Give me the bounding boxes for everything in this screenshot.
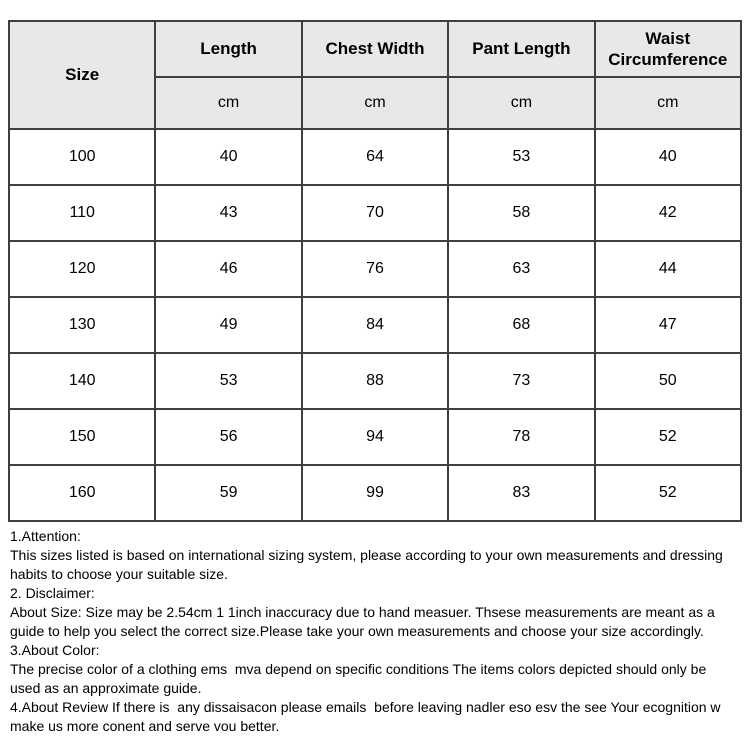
col-header-pant-length: Pant Length <box>448 21 594 77</box>
waist-cell: 52 <box>595 465 741 521</box>
chest-width-cell: 76 <box>302 241 448 297</box>
unit-cell-pant-length: cm <box>448 77 594 129</box>
size-cell: 120 <box>9 241 155 297</box>
length-cell: 46 <box>155 241 301 297</box>
pant-length-cell: 53 <box>448 129 594 185</box>
col-header-length: Length <box>155 21 301 77</box>
note-review-text: 4.About Review If there is any dissaisacon please emails before leaving nadler eso esv the see Your ecognition w make us more conent and serve vou better. <box>10 699 725 734</box>
chest-width-cell: 94 <box>302 409 448 465</box>
col-header-chest-width: Chest Width <box>302 21 448 77</box>
waist-cell: 40 <box>595 129 741 185</box>
pant-length-cell: 78 <box>448 409 594 465</box>
size-cell: 150 <box>9 409 155 465</box>
table-row-size-160 <box>9 465 741 521</box>
length-cell: 43 <box>155 185 301 241</box>
size-cell: 130 <box>9 297 155 353</box>
chest-width-cell: 84 <box>302 297 448 353</box>
length-cell: 40 <box>155 129 301 185</box>
col-header-size: Size <box>9 21 155 129</box>
chest-width-cell: 99 <box>302 465 448 521</box>
pant-length-cell: 63 <box>448 241 594 297</box>
note-attention-text: This sizes listed is based on international sizing system, please according to your own measurements and dressing habits to choose your suitable size. <box>10 547 727 582</box>
size-cell: 100 <box>9 129 155 185</box>
table-row-size-150 <box>9 409 741 465</box>
length-cell: 56 <box>155 409 301 465</box>
note-disclaimer-heading: 2. Disclaimer: <box>10 585 95 601</box>
table-row-size-140 <box>9 353 741 409</box>
notes-section <box>8 527 744 736</box>
size-cell: 160 <box>9 465 155 521</box>
note-disclaimer-text: About Size: Size may be 2.54cm 1 1inch inaccuracy due to hand measuer. Thsese measurements are meant as a guide to help you select the correct size.Please take your own measurements and choose your size accordingly. <box>10 604 719 639</box>
length-cell: 49 <box>155 297 301 353</box>
chest-width-cell: 88 <box>302 353 448 409</box>
waist-cell: 50 <box>595 353 741 409</box>
pant-length-cell: 73 <box>448 353 594 409</box>
chest-width-cell: 64 <box>302 129 448 185</box>
note-color-heading: 3.About Color: <box>10 642 100 658</box>
pant-length-cell: 58 <box>448 185 594 241</box>
waist-cell: 44 <box>595 241 741 297</box>
length-cell: 53 <box>155 353 301 409</box>
waist-cell: 52 <box>595 409 741 465</box>
pant-length-cell: 83 <box>448 465 594 521</box>
pant-length-cell: 68 <box>448 297 594 353</box>
unit-cell-length: cm <box>155 77 301 129</box>
waist-cell: 47 <box>595 297 741 353</box>
size-chart-header <box>9 21 741 129</box>
chest-width-cell: 70 <box>302 185 448 241</box>
waist-cell: 42 <box>595 185 741 241</box>
size-cell: 110 <box>9 185 155 241</box>
size-chart-body <box>9 129 741 521</box>
unit-cell-waist-circumference: cm <box>595 77 741 129</box>
size-chart-table <box>8 20 742 522</box>
unit-cell-chest-width: cm <box>302 77 448 129</box>
col-header-waist-circumference: Waist Circumference <box>595 21 741 77</box>
size-cell: 140 <box>9 353 155 409</box>
length-cell: 59 <box>155 465 301 521</box>
note-color-text: The precise color of a clothing ems mva depend on specific conditions The items colors depicted should only be used as an approximate guide. <box>10 661 718 696</box>
table-row-size-120 <box>9 241 741 297</box>
header-row-titles <box>9 21 741 77</box>
table-row-size-110 <box>9 185 741 241</box>
table-row-size-100 <box>9 129 741 185</box>
note-attention-heading: 1.Attention: <box>10 528 81 544</box>
table-row-size-130 <box>9 297 741 353</box>
